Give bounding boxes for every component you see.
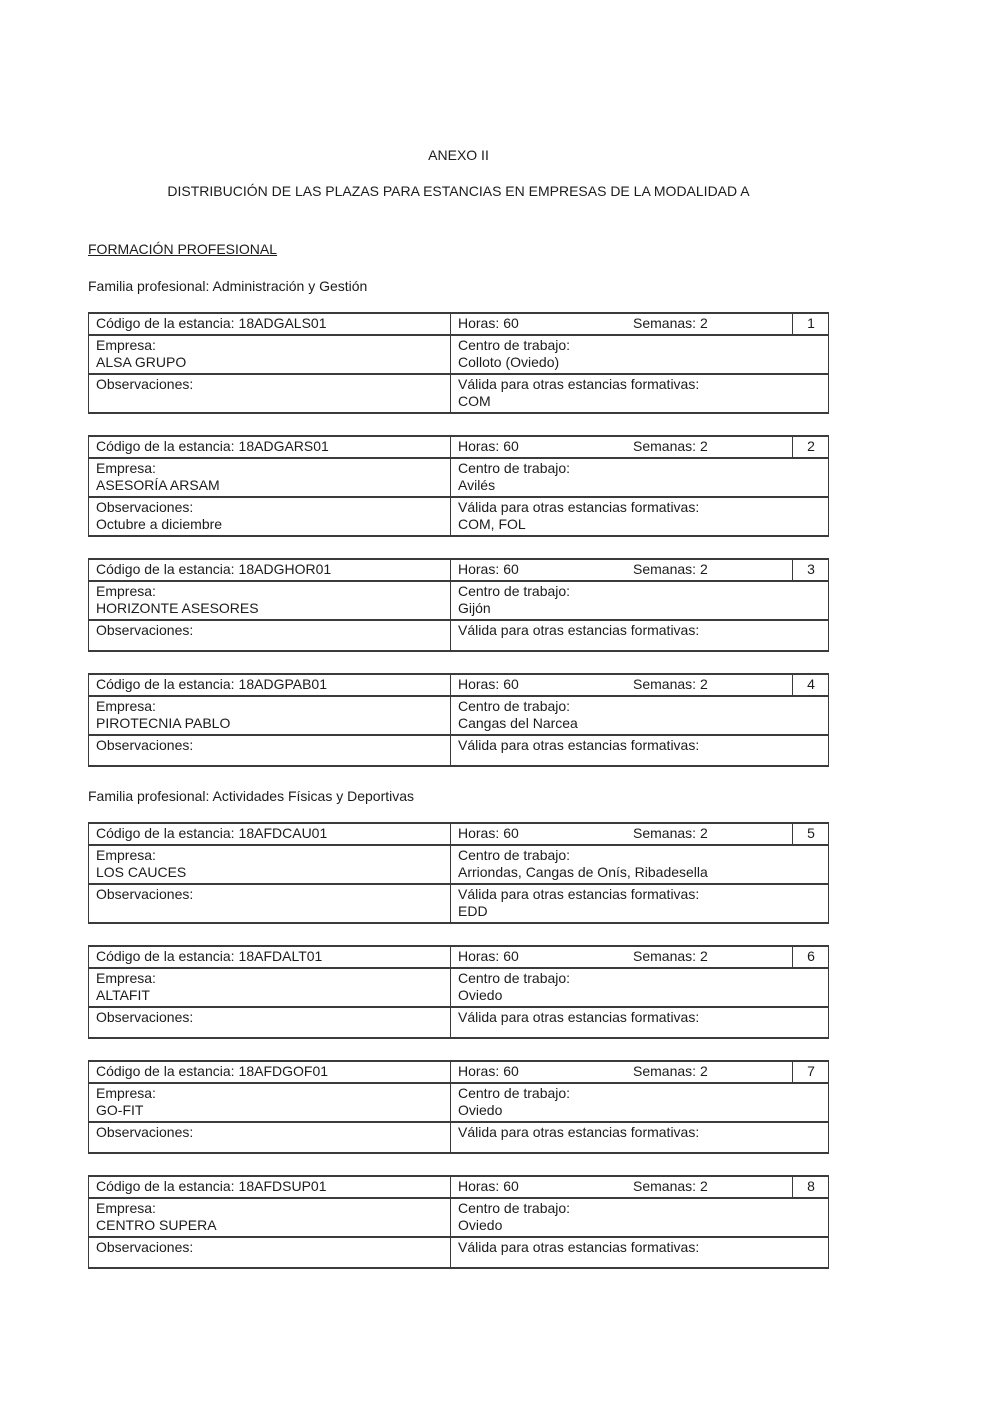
horas-semanas-cell (451, 1061, 793, 1083)
horas-value: 60 (503, 1063, 519, 1079)
observaciones-value (96, 393, 444, 402)
valida-label: Válida para otras estancias formativas: (458, 499, 700, 515)
codigo-label: Código de la estancia: (96, 1178, 235, 1194)
centro-cell (451, 458, 829, 497)
table-row-empresa (89, 696, 829, 735)
valida-label: Válida para otras estancias formativas: (458, 622, 700, 638)
valida-value: COM (458, 393, 491, 409)
entry-number: 2 (807, 438, 815, 454)
entry-number-cell (793, 436, 829, 458)
semanas-value: 2 (700, 1063, 708, 1079)
codigo-value: 18AFDGOF01 (238, 1063, 329, 1079)
observaciones-cell (89, 1122, 451, 1153)
entry-number-cell (793, 313, 829, 335)
centro-cell (451, 581, 829, 620)
valida-cell (451, 374, 829, 413)
centro-value: Cangas del Narcea (458, 715, 578, 731)
horas-label: Horas: (458, 825, 500, 841)
estancia-table (88, 945, 829, 1039)
observaciones-value (96, 754, 444, 763)
horas-value: 60 (503, 1178, 519, 1194)
valida-label: Válida para otras estancias formativas: (458, 737, 700, 753)
observaciones-value (96, 1256, 444, 1265)
family-section (88, 278, 829, 767)
codigo-cell (89, 674, 451, 696)
empresa-label: Empresa: (96, 1085, 156, 1101)
document-content (88, 0, 829, 1290)
empresa-label: Empresa: (96, 1200, 156, 1216)
empresa-cell (89, 696, 451, 735)
observaciones-cell (89, 620, 451, 651)
semanas-value: 2 (700, 438, 708, 454)
estancia-table (88, 558, 829, 652)
empresa-value: ALTAFIT (96, 987, 150, 1003)
semanas-label: Semanas: (633, 948, 697, 964)
estancia-table (88, 312, 829, 414)
codigo-label: Código de la estancia: (96, 315, 235, 331)
codigo-cell (89, 436, 451, 458)
observaciones-value (96, 639, 444, 648)
horas-label: Horas: (458, 948, 500, 964)
valida-value (458, 1141, 822, 1150)
codigo-cell (89, 1061, 451, 1083)
table-row-empresa (89, 968, 829, 1007)
codigo-cell (89, 823, 451, 845)
horas-semanas-cell (451, 436, 793, 458)
centro-value: Oviedo (458, 987, 503, 1003)
semanas-label: Semanas: (633, 676, 697, 692)
centro-label: Centro de trabajo: (458, 337, 571, 353)
observaciones-cell (89, 735, 451, 766)
empresa-value: PIROTECNIA PABLO (96, 715, 231, 731)
empresa-label: Empresa: (96, 970, 156, 986)
semanas-label: Semanas: (633, 825, 697, 841)
semanas-label: Semanas: (633, 315, 697, 331)
observaciones-value: Octubre a diciembre (96, 516, 223, 532)
centro-cell (451, 1083, 829, 1122)
centro-value: Avilés (458, 477, 496, 493)
centro-cell (451, 1198, 829, 1237)
horas-label: Horas: (458, 676, 500, 692)
entry-number: 4 (807, 676, 815, 692)
page-title: ANEXO II (428, 147, 489, 163)
centro-value: Colloto (Oviedo) (458, 354, 560, 370)
centro-cell (451, 845, 829, 884)
entry-number-cell (793, 823, 829, 845)
empresa-cell (89, 845, 451, 884)
observaciones-cell (89, 497, 451, 536)
observaciones-label: Observaciones: (96, 1239, 194, 1255)
valida-label: Válida para otras estancias formativas: (458, 1239, 700, 1255)
empresa-cell (89, 968, 451, 1007)
table-row-observaciones (89, 884, 829, 923)
horas-value: 60 (503, 825, 519, 841)
codigo-cell (89, 1176, 451, 1198)
centro-label: Centro de trabajo: (458, 698, 571, 714)
entry-number-cell (793, 946, 829, 968)
centro-label: Centro de trabajo: (458, 1200, 571, 1216)
horas-semanas-cell (451, 559, 793, 581)
entry-number-cell (793, 1061, 829, 1083)
family-group (88, 822, 829, 1269)
centro-value: Arriondas, Cangas de Onís, Ribadesella (458, 864, 708, 880)
valida-value (458, 639, 822, 648)
entry-number: 3 (807, 561, 815, 577)
observaciones-cell (89, 374, 451, 413)
family-section (88, 788, 829, 1269)
entry-number: 1 (807, 315, 815, 331)
horas-semanas-cell (451, 313, 793, 335)
horas-label: Horas: (458, 315, 500, 331)
estancia-table (88, 1175, 829, 1269)
table-row-header (89, 1176, 829, 1198)
codigo-label: Código de la estancia: (96, 561, 235, 577)
centro-label: Centro de trabajo: (458, 970, 571, 986)
codigo-label: Código de la estancia: (96, 1063, 235, 1079)
observaciones-label: Observaciones: (96, 737, 194, 753)
table-row-header (89, 436, 829, 458)
table-row-observaciones (89, 1007, 829, 1038)
table-row-empresa (89, 581, 829, 620)
centro-cell (451, 968, 829, 1007)
horas-value: 60 (503, 438, 519, 454)
empresa-value: CENTRO SUPERA (96, 1217, 217, 1233)
horas-label: Horas: (458, 438, 500, 454)
codigo-cell (89, 559, 451, 581)
horas-semanas-cell (451, 823, 793, 845)
entry-number: 7 (807, 1063, 815, 1079)
table-row-header (89, 559, 829, 581)
valida-cell (451, 1237, 829, 1268)
empresa-label: Empresa: (96, 337, 156, 353)
horas-label: Horas: (458, 1178, 500, 1194)
codigo-label: Código de la estancia: (96, 825, 235, 841)
centro-value: Oviedo (458, 1217, 503, 1233)
observaciones-value (96, 1141, 444, 1150)
horas-semanas-cell (451, 1176, 793, 1198)
codigo-value: 18ADGALS01 (238, 315, 327, 331)
codigo-value: 18ADGHOR01 (238, 561, 332, 577)
entry-number-cell (793, 1176, 829, 1198)
horas-label: Horas: (458, 561, 500, 577)
semanas-value: 2 (700, 948, 708, 964)
entry-number-cell (793, 674, 829, 696)
table-row-observaciones (89, 1237, 829, 1268)
codigo-value: 18ADGARS01 (238, 438, 329, 454)
empresa-value: HORIZONTE ASESORES (96, 600, 259, 616)
valida-label: Válida para otras estancias formativas: (458, 1009, 700, 1025)
semanas-label: Semanas: (633, 561, 697, 577)
observaciones-label: Observaciones: (96, 622, 194, 638)
valida-value (458, 1256, 822, 1265)
semanas-label: Semanas: (633, 1063, 697, 1079)
valida-label: Válida para otras estancias formativas: (458, 376, 700, 392)
estancia-table (88, 822, 829, 924)
empresa-label: Empresa: (96, 460, 156, 476)
entry-number: 8 (807, 1178, 815, 1194)
semanas-value: 2 (700, 561, 708, 577)
codigo-value: 18AFDCAU01 (238, 825, 328, 841)
entry-number: 6 (807, 948, 815, 964)
centro-value: Gijón (458, 600, 491, 616)
observaciones-value (96, 903, 444, 912)
empresa-value: ALSA GRUPO (96, 354, 187, 370)
horas-value: 60 (503, 948, 519, 964)
centro-label: Centro de trabajo: (458, 847, 571, 863)
empresa-cell (89, 1083, 451, 1122)
family-group (88, 312, 829, 767)
table-row-observaciones (89, 497, 829, 536)
table-row-empresa (89, 335, 829, 374)
table-row-empresa (89, 845, 829, 884)
centro-value: Oviedo (458, 1102, 503, 1118)
entry-number-cell (793, 559, 829, 581)
observaciones-label: Observaciones: (96, 376, 194, 392)
centro-label: Centro de trabajo: (458, 583, 571, 599)
centro-cell (451, 335, 829, 374)
valida-value: EDD (458, 903, 488, 919)
codigo-label: Código de la estancia: (96, 438, 235, 454)
observaciones-cell (89, 884, 451, 923)
horas-value: 60 (503, 676, 519, 692)
valida-cell (451, 1122, 829, 1153)
table-row-observaciones (89, 1122, 829, 1153)
valida-value (458, 1026, 822, 1035)
horas-label: Horas: (458, 1063, 500, 1079)
empresa-cell (89, 458, 451, 497)
observaciones-value (96, 1026, 444, 1035)
centro-label: Centro de trabajo: (458, 1085, 571, 1101)
codigo-cell (89, 313, 451, 335)
valida-value: COM, FOL (458, 516, 526, 532)
valida-value (458, 754, 822, 763)
horas-value: 60 (503, 315, 519, 331)
empresa-cell (89, 335, 451, 374)
empresa-label: Empresa: (96, 847, 156, 863)
codigo-value: 18AFDSUP01 (238, 1178, 327, 1194)
observaciones-label: Observaciones: (96, 1009, 194, 1025)
codigo-value: 18AFDALT01 (238, 948, 323, 964)
semanas-label: Semanas: (633, 1178, 697, 1194)
codigo-value: 18ADGPAB01 (238, 676, 328, 692)
empresa-value: ASESORÍA ARSAM (96, 477, 220, 493)
family-heading: Familia profesional: Actividades Físicas y Deportivas (88, 788, 415, 804)
table-row-header (89, 1061, 829, 1083)
valida-cell (451, 735, 829, 766)
table-row-observaciones (89, 374, 829, 413)
entry-number: 5 (807, 825, 815, 841)
semanas-value: 2 (700, 825, 708, 841)
horas-semanas-cell (451, 674, 793, 696)
observaciones-cell (89, 1237, 451, 1268)
table-row-header (89, 823, 829, 845)
table-row-header (89, 946, 829, 968)
table-row-observaciones (89, 620, 829, 651)
section-heading: FORMACIÓN PROFESIONAL (88, 241, 278, 257)
empresa-label: Empresa: (96, 698, 156, 714)
observaciones-label: Observaciones: (96, 1124, 194, 1140)
table-row-header (89, 674, 829, 696)
valida-label: Válida para otras estancias formativas: (458, 886, 700, 902)
observaciones-label: Observaciones: (96, 886, 194, 902)
estancia-table (88, 1060, 829, 1154)
centro-cell (451, 696, 829, 735)
valida-cell (451, 884, 829, 923)
table-row-empresa (89, 1198, 829, 1237)
semanas-value: 2 (700, 315, 708, 331)
valida-label: Válida para otras estancias formativas: (458, 1124, 700, 1140)
empresa-cell (89, 581, 451, 620)
estancia-table (88, 435, 829, 537)
page-subtitle: DISTRIBUCIÓN DE LAS PLAZAS PARA ESTANCIAS EN EMPRESAS DE LA MODALIDAD A (167, 183, 750, 199)
table-row-header (89, 313, 829, 335)
valida-cell (451, 497, 829, 536)
observaciones-label: Observaciones: (96, 499, 194, 515)
codigo-label: Código de la estancia: (96, 948, 235, 964)
codigo-cell (89, 946, 451, 968)
observaciones-cell (89, 1007, 451, 1038)
empresa-value: GO-FIT (96, 1102, 144, 1118)
empresa-cell (89, 1198, 451, 1237)
semanas-value: 2 (700, 676, 708, 692)
codigo-label: Código de la estancia: (96, 676, 235, 692)
empresa-value: LOS CAUCES (96, 864, 187, 880)
semanas-label: Semanas: (633, 438, 697, 454)
table-row-empresa (89, 458, 829, 497)
table-row-observaciones (89, 735, 829, 766)
semanas-value: 2 (700, 1178, 708, 1194)
table-row-empresa (89, 1083, 829, 1122)
valida-cell (451, 1007, 829, 1038)
horas-value: 60 (503, 561, 519, 577)
horas-semanas-cell (451, 946, 793, 968)
centro-label: Centro de trabajo: (458, 460, 571, 476)
valida-cell (451, 620, 829, 651)
family-heading: Familia profesional: Administración y Gestión (88, 278, 368, 294)
estancia-table (88, 673, 829, 767)
empresa-label: Empresa: (96, 583, 156, 599)
